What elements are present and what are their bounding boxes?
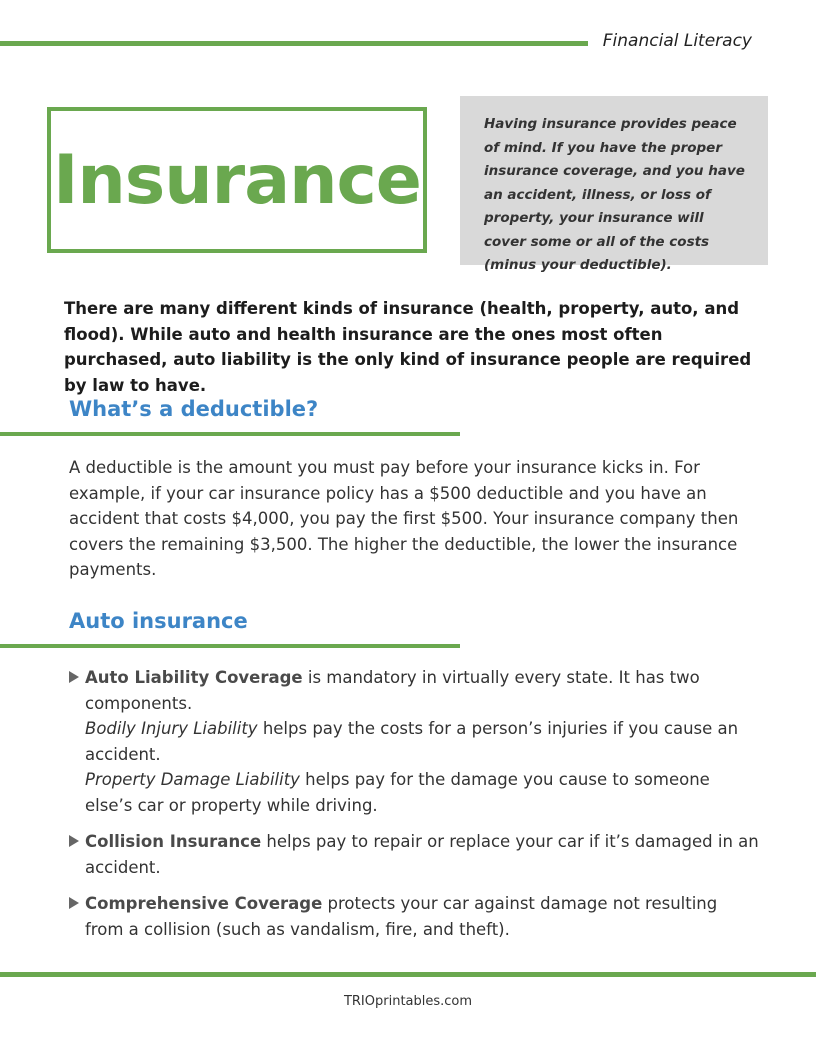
intro-paragraph: There are many different kinds of insurance (health, property, auto, and flood). While auto and health insurance are the ones most often purchased, auto liability is the only kind of insurance people are required by law to have.: [64, 299, 752, 395]
deductible-heading: What’s a deductible?: [69, 397, 319, 421]
deductible-rule: [0, 432, 460, 436]
deductible-paragraph: A deductible is the amount you must pay before your insurance kicks in. For example, if your car insurance policy has a $500 deductible and you have an accident that costs $4,000, you pay the first $500. Your insurance company then covers the remaining $3,500. The higher the deductible, the lower the insurance payments.: [69, 458, 739, 579]
title-box: [47, 107, 427, 253]
list-item: [69, 891, 759, 942]
category-label: Financial Literacy: [602, 31, 752, 51]
bottom-rule: [0, 972, 816, 977]
list-item-text: helps pay to repair or replace your car if it’s damaged in an accident.: [85, 832, 759, 877]
list-item: [69, 829, 759, 880]
sub-item-text: helps pay the costs for a person’s injuries if you cause an accident.: [85, 719, 739, 764]
sub-item-term: Property Damage Liability: [85, 770, 300, 789]
auto-rule: [0, 644, 460, 648]
list-item-term: Comprehensive Coverage: [85, 894, 323, 913]
footer-site-link[interactable]: TRIOprintables.com: [343, 994, 473, 1009]
sub-item-term: Bodily Injury Liability: [85, 719, 258, 738]
sub-item-text: helps pay for the damage you cause to someone else’s car or property while driving.: [85, 770, 710, 815]
sub-item: [85, 767, 759, 818]
list-item-term: Auto Liability Coverage: [85, 668, 303, 687]
auto-heading: Auto insurance: [69, 609, 248, 633]
bullet-arrow-icon: [69, 897, 79, 909]
top-rule: [0, 41, 588, 46]
bullet-arrow-icon: [69, 671, 79, 683]
bullet-arrow-icon: [69, 835, 79, 847]
list-item-text: is mandatory in virtually every state. It has two components.: [85, 668, 700, 713]
callout-box: Having insurance provides peace of mind. If you have the proper insurance coverage, and you have an accident, illness, or loss of property, your insurance will cover some or all of the costs (minus your deductible).: [460, 96, 768, 265]
auto-insurance-list: [69, 665, 759, 953]
list-item: [69, 665, 759, 818]
list-item-text: protects your car against damage not resulting from a collision (such as vandalism, fire, and theft).: [85, 894, 718, 939]
sub-item: [85, 716, 759, 767]
page-title: Insurance: [53, 140, 421, 220]
list-item-term: Collision Insurance: [85, 832, 262, 851]
